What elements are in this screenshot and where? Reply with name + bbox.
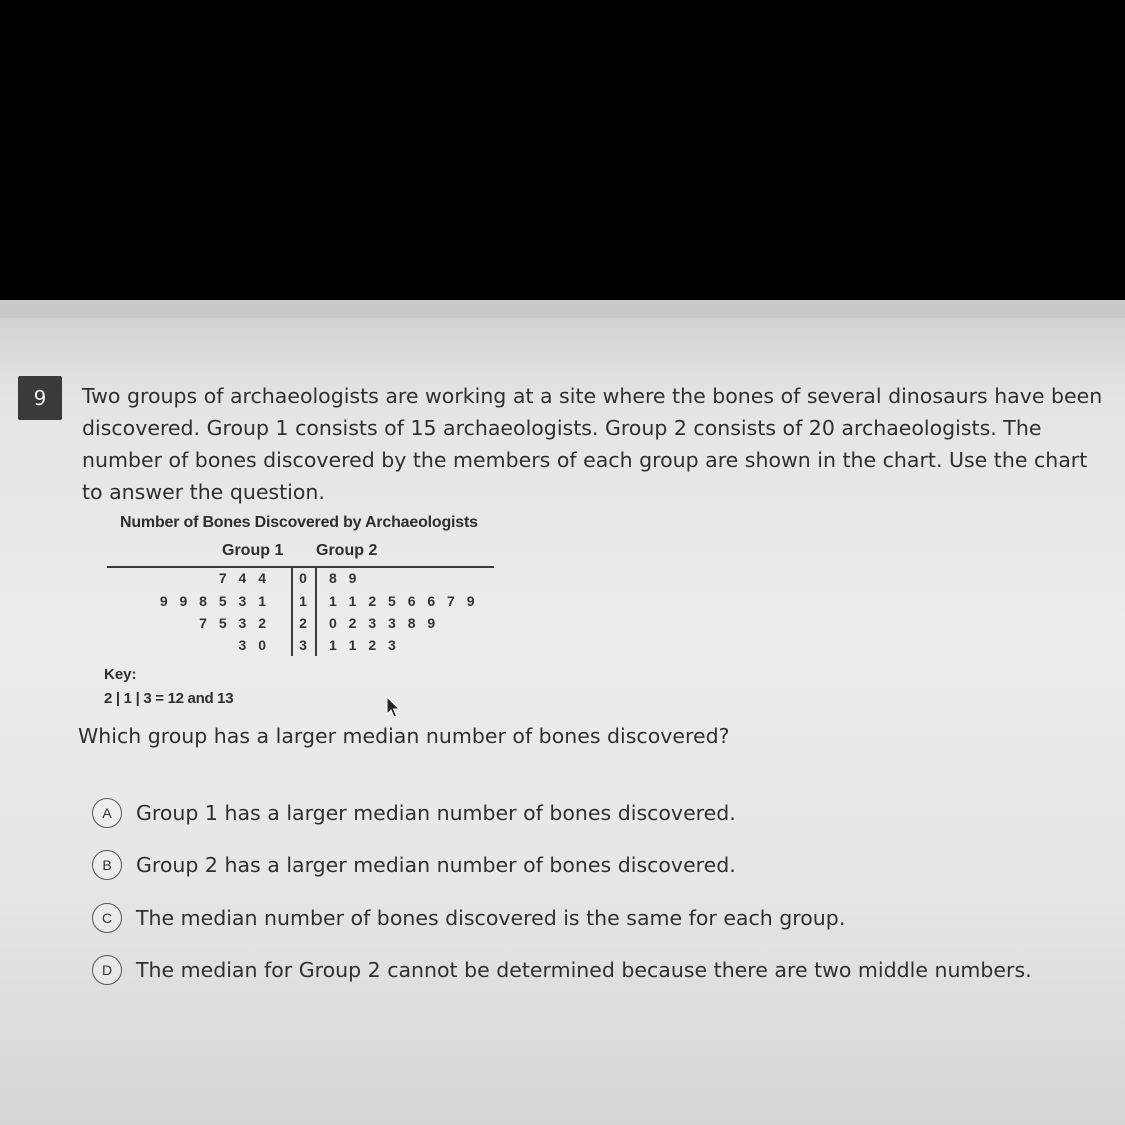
group2-leaves: 8 9: [329, 570, 361, 586]
option-c-text: The median number of bones discovered is the same for each group.: [136, 906, 846, 930]
chart-title: Number of Bones Discovered by Archaeologists: [120, 514, 478, 531]
screen-top-bar: [0, 300, 1125, 318]
question-number-badge: 9: [18, 376, 62, 420]
stem-value: 3: [299, 637, 307, 653]
group2-leaves: 1 1 2 3: [329, 637, 400, 653]
question-stem: Two groups of archaeologists are working at a site where the bones of several dinosaurs have been discovered. Group 1 consists of 15 archaeologists. Group 2 consists of 20 archaeologists. The number of bones discovered by the members of each group are shown in the chart. Use the chart to answer the question.: [82, 384, 1103, 504]
option-d-bubble[interactable]: D: [92, 955, 122, 985]
option-a[interactable]: [92, 796, 736, 830]
group1-leaves: 9 9 8 5 3 1: [159, 593, 270, 609]
option-b-bubble[interactable]: B: [92, 850, 122, 880]
option-b-text: Group 2 has a larger median number of bones discovered.: [136, 853, 736, 877]
group1-leaves: 3 0: [238, 637, 270, 653]
test-screen: [0, 300, 1125, 1125]
question-prompt: Which group has a larger median number of bones discovered?: [78, 724, 730, 748]
key-label: Key:: [104, 666, 137, 683]
stem-leaf-row: [107, 568, 494, 590]
mouse-pointer-icon: [386, 696, 402, 720]
group1-label: Group 1: [222, 542, 284, 559]
stem-value: 0: [299, 570, 307, 586]
option-d-text: The median for Group 2 cannot be determined because there are two middle numbers.: [136, 958, 1032, 982]
key-text: 2 | 1 | 3 = 12 and 13: [104, 690, 234, 707]
option-b[interactable]: [92, 848, 736, 882]
stem-value: 2: [299, 615, 307, 631]
group2-leaves: 1 1 2 5 6 6 7 9: [329, 593, 479, 609]
option-c[interactable]: [92, 901, 845, 935]
option-a-text: Group 1 has a larger median number of bones discovered.: [136, 801, 736, 825]
stem-leaf-row: [107, 591, 494, 613]
group2-label: Group 2: [316, 542, 378, 559]
stem-value: 1: [299, 593, 307, 609]
group2-leaves: 0 2 3 3 8 9: [329, 615, 440, 631]
group1-leaves: 7 5 3 2: [199, 615, 270, 631]
option-c-bubble[interactable]: C: [92, 903, 122, 933]
option-a-bubble[interactable]: A: [92, 798, 122, 828]
group1-leaves: 7 4 4: [218, 570, 270, 586]
option-d[interactable]: [92, 953, 1032, 987]
stem-leaf-row: [107, 635, 494, 657]
stem-leaf-row: [107, 613, 494, 635]
